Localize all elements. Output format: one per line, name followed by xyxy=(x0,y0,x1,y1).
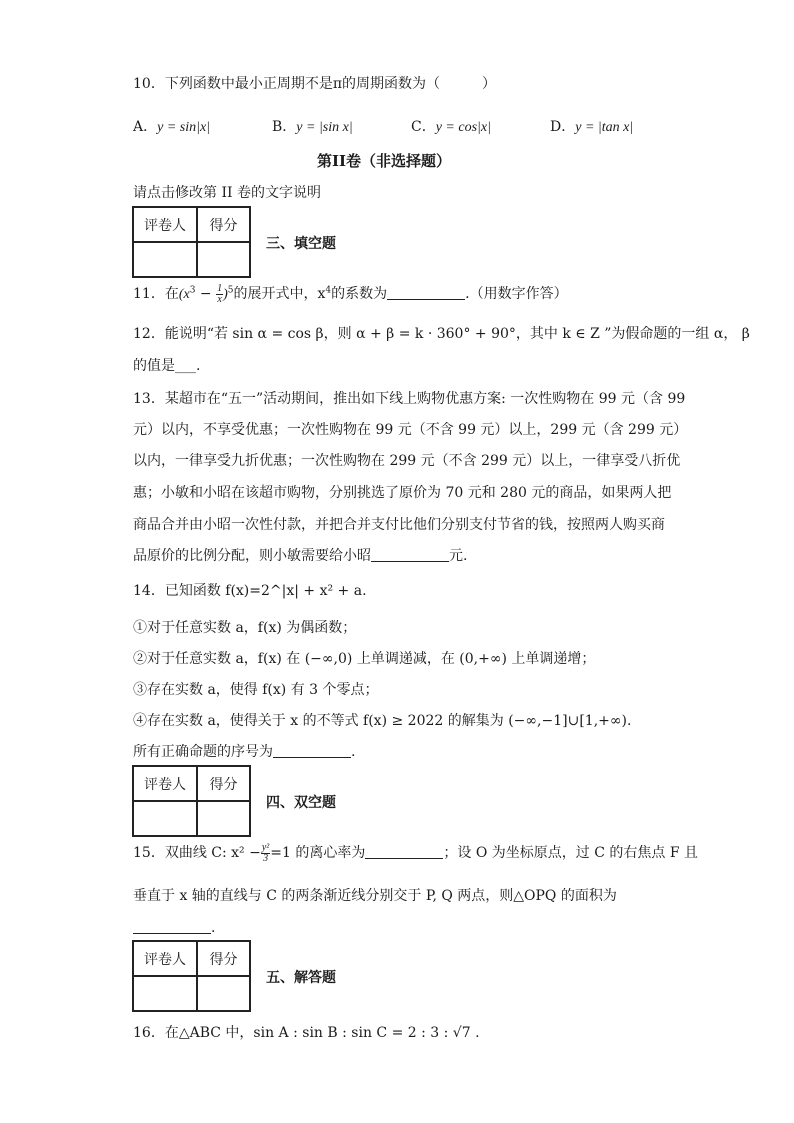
score-table-score-header: 得分 xyxy=(197,766,250,801)
score-table xyxy=(132,765,251,837)
q10-option-a xyxy=(133,116,210,136)
q14-item: ②对于任意实数 a，f(x) 在 (−∞,0) 上单调递减，在 (0,+∞) 上单调递增； xyxy=(133,651,596,667)
q15-mid: =1 的离心率为 xyxy=(270,845,366,861)
q11-frac-num: 1 xyxy=(217,282,223,294)
score-table xyxy=(132,206,251,278)
q13-line: 商品合并由小昭一次性付款，并把合并支付比他们分别支付节省的钱，按照两人购买商 xyxy=(133,517,665,533)
q14-ask-line xyxy=(133,741,355,761)
score-table-score-cell xyxy=(197,976,250,1011)
q11-mid: 的展开式中，x xyxy=(233,286,326,302)
q15-tail1: ；设 O 为坐标原点，过 C 的右焦点 F 且 xyxy=(443,845,698,861)
q15-prefix: 15．双曲线 C: x² − xyxy=(133,845,261,861)
option-label: D． xyxy=(550,119,576,135)
q11-expr-c: ) xyxy=(223,287,228,302)
part2-title: 第II卷（非选择题） xyxy=(317,152,452,170)
q11-answer-blank[interactable] xyxy=(387,286,465,300)
score-table-score-cell xyxy=(197,801,250,836)
q14-ask-tail: . xyxy=(351,744,356,760)
q13-line: 惠；小敏和小昭在该超市购物，分别挑选了原价为 70 元和 280 元的商品，如果两人把 xyxy=(133,485,672,501)
q15-line1 xyxy=(133,842,698,864)
q13-line: 13．某超市在“五一”活动期间，推出如下线上购物优惠方案: 一次性购物在 99 元（含 99 xyxy=(133,391,686,407)
option-expr: y = |sin x| xyxy=(296,120,353,135)
q11-suffix: 的系数为 xyxy=(331,286,388,302)
q14-item: ①对于任意实数 a，f(x) 为偶函数； xyxy=(133,620,357,636)
q13-answer-blank[interactable] xyxy=(371,548,449,562)
q14-item: ④存在实数 a，使得关于 x 的不等式 f(x) ≥ 2022 的解集为 (−∞,−1]∪[1,+∞). xyxy=(133,713,632,729)
q11-tail: .（用数字作答） xyxy=(465,286,568,302)
q11-prefix: 11．在 xyxy=(133,286,179,302)
q11-expr-a: (x xyxy=(178,287,190,302)
score-table-grader-header: 评卷人 xyxy=(133,766,197,801)
q15-frac-num: y² xyxy=(261,841,270,853)
score-table-score-cell xyxy=(197,242,250,277)
q11-mid-sup: 4 xyxy=(325,285,332,296)
option-expr: y = sin|x| xyxy=(157,120,211,135)
option-expr: y = |tan x| xyxy=(575,120,634,135)
q13-last: 品原价的比例分配，则小敏需要给小昭 xyxy=(133,548,371,564)
q11-expr-b: − xyxy=(195,286,217,302)
q11-frac-den: x xyxy=(217,293,222,305)
option-label: A． xyxy=(133,119,158,135)
score-table xyxy=(132,940,251,1012)
score-table-grader-header: 评卷人 xyxy=(133,207,197,242)
q14-answer-blank[interactable] xyxy=(273,744,351,758)
section-fill-blank-title: 三、填空题 xyxy=(266,236,336,252)
score-table-score-header: 得分 xyxy=(197,941,250,976)
score-table-grader-cell xyxy=(133,976,197,1011)
q14-item: ③存在实数 a，使得 f(x) 有 3 个零点； xyxy=(133,682,379,698)
option-expr: y = cos|x| xyxy=(435,120,491,135)
q15-answer-blank-2[interactable] xyxy=(133,920,211,934)
q11: 11．在($x^3$ − $\frac{1}{x}$ )$^5$的展开式中，$x^4$的系数为 .（用数字作答） xyxy=(133,282,568,305)
section-double-blank-title: 四、双空题 xyxy=(266,795,336,811)
q15-answer-blank-1[interactable] xyxy=(365,845,443,859)
score-table-grader-cell xyxy=(133,242,197,277)
q12-line2: 的值是___. xyxy=(133,358,201,374)
option-label: C． xyxy=(411,119,436,135)
q13-last-tail: 元. xyxy=(449,548,468,564)
q16: 16．在△ABC 中，sin A : sin B : sin C = 2 : 3 : √7 . xyxy=(133,1025,480,1041)
option-label: B． xyxy=(272,119,297,135)
score-table-score-header: 得分 xyxy=(197,207,250,242)
q10-stem: 10．下列函数中最小正周期不是π的周期函数为（ ） xyxy=(133,76,497,92)
q15-frac-den: 3 xyxy=(263,852,269,864)
q15-line2: 垂直于 x 轴的直线与 C 的两条渐近线分别交于 P, Q 两点，则△OPQ 的面积为 xyxy=(133,888,617,904)
q10-option-b xyxy=(272,116,353,136)
q12-line1: 12．能说明“若 sin α = cos β，则 α + β = k · 360° + 90°，其中 k ∈ Z ”为假命题的一组 α， β xyxy=(133,326,750,342)
part2-note[interactable]: 请点击修改第 II 卷的文字说明 xyxy=(133,185,321,201)
score-table-grader-cell xyxy=(133,801,197,836)
score-table-grader-header: 评卷人 xyxy=(133,941,197,976)
q15-line3-tail: . xyxy=(211,920,216,936)
q10-option-c xyxy=(411,116,491,136)
q10-option-d xyxy=(550,116,633,136)
q15-line3 xyxy=(133,920,215,936)
q15-fraction xyxy=(261,843,270,864)
q13-line: 元）以内，不享受优惠；一次性购物在 99 元（不含 99 元）以上，299 元（含 299 元） xyxy=(133,422,688,438)
q13-line: 以内，一律享受九折优惠；一次性购物在 299 元（不含 299 元）以上，一律享受八折优 xyxy=(133,453,681,469)
q14-stem: 14．已知函数 f(x)=2^|x| + x² + a. xyxy=(133,583,367,599)
q14-ask: 所有正确命题的序号为 xyxy=(133,744,273,760)
q13-last-line xyxy=(133,545,467,565)
section-answer-title: 五、解答题 xyxy=(266,970,336,986)
